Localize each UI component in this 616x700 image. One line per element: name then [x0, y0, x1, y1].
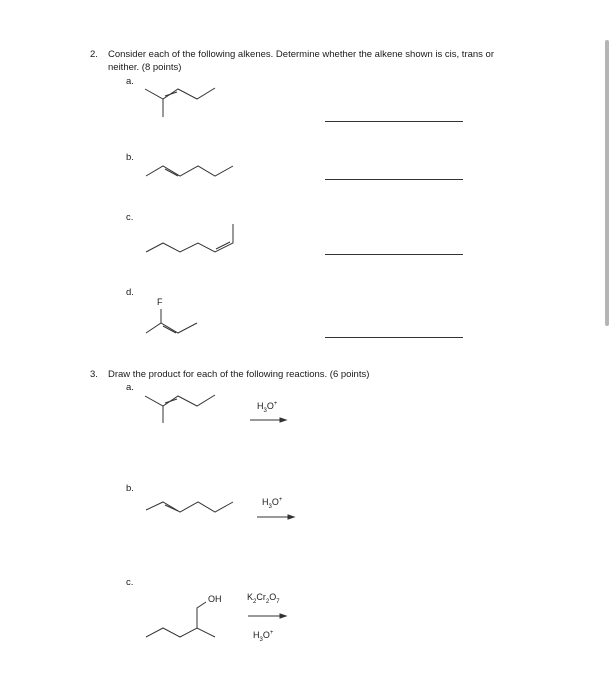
reagent-a: $H_3O^+$: [257, 401, 278, 414]
reagent-c-bottom: $H_3O^+$: [253, 630, 274, 643]
molecule-3a: [145, 395, 215, 423]
q3-prompt: Draw the product for each of the following reactions. (6 points): [108, 369, 370, 380]
q3-b-label: b.: [126, 483, 134, 494]
q2-b-label: b.: [126, 152, 134, 163]
q2-prompt: Consider each of the following alkenes. Determine whether the alkene shown is cis, trans or: [108, 49, 495, 60]
reagent-c-top: $K_2Cr_2O_7$: [247, 592, 280, 605]
q3-c-label: c.: [126, 577, 134, 588]
molecule-2c: [146, 224, 233, 252]
molecule-3c: [146, 602, 215, 637]
scrollbar[interactable]: [605, 40, 609, 326]
fluorine-atom: F: [157, 297, 163, 307]
molecule-3b: [146, 502, 233, 512]
arrow-3b: [257, 515, 294, 519]
q3-number: 3.: [90, 369, 98, 380]
molecule-2b: [146, 166, 233, 176]
reagent-b: $H_3O^+$: [262, 497, 283, 510]
q2-d-label: d.: [126, 287, 134, 298]
hydroxyl-group: OH: [208, 594, 222, 604]
arrow-3a: [250, 418, 286, 422]
molecule-2d: [146, 309, 197, 333]
q3-a-label: a.: [126, 382, 134, 393]
q2-c-label: c.: [126, 212, 134, 223]
q2-a-label: a.: [126, 76, 134, 87]
q2-prompt-cont: neither. (8 points): [108, 62, 182, 73]
molecule-2a: [145, 88, 215, 117]
arrow-3c: [248, 614, 286, 618]
q2-number: 2.: [90, 49, 98, 60]
